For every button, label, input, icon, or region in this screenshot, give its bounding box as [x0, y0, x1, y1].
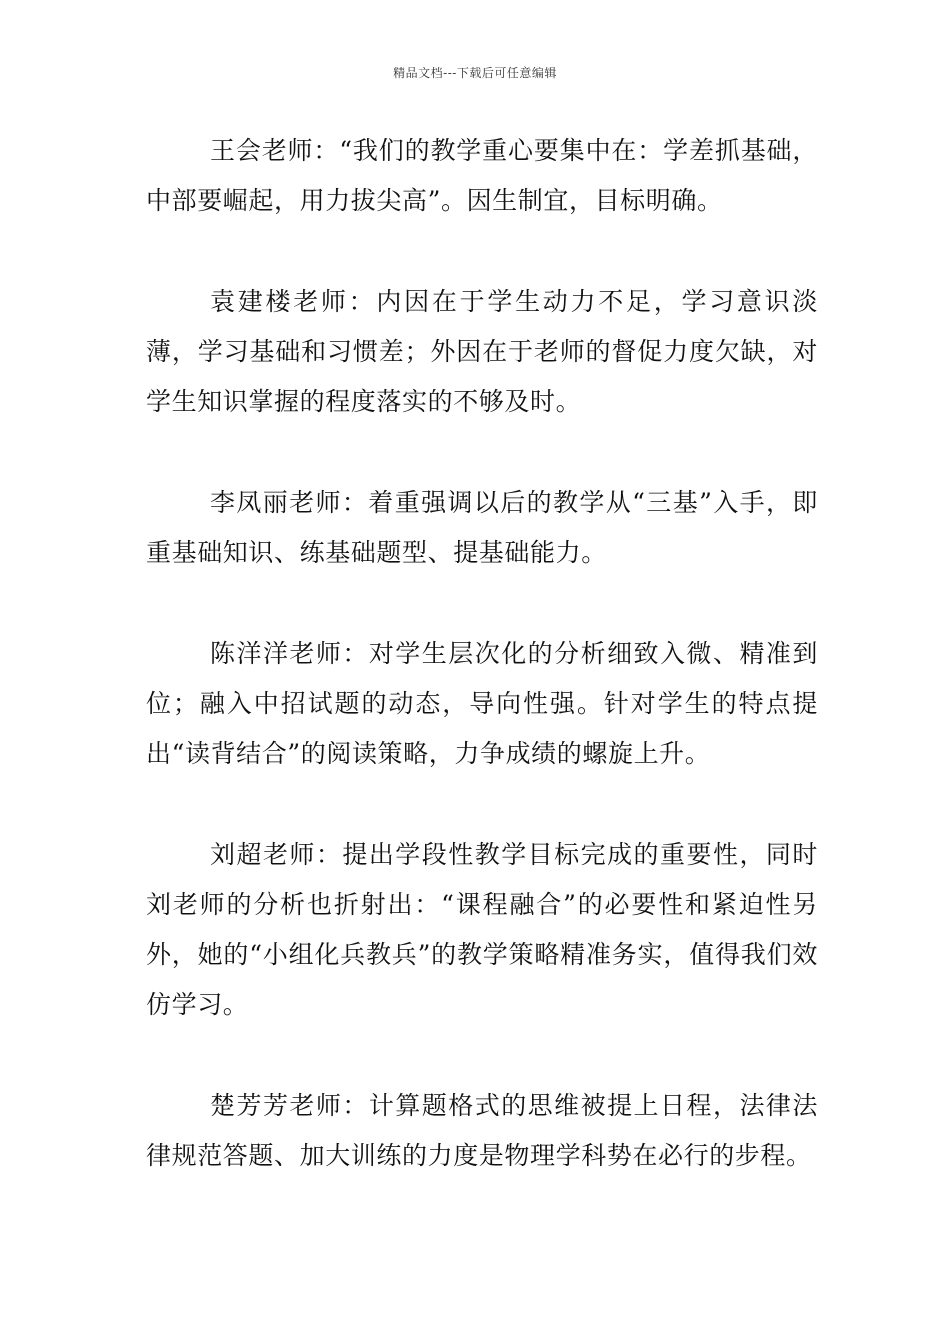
paragraph-chu-fangfang: 楚芳芳老师：计算题格式的思维被提上日程，法律法律规范答题、加大训练的力度是物理学科势在必行的步程。 — [146, 1091, 818, 1170]
paragraph-li-fengli: 李凤丽老师：着重强调以后的教学从“三基”入手，即重基础知识、练基础题型、提基础能力。 — [146, 488, 818, 567]
paragraph-wang-hui: 王会老师：“我们的教学重心要集中在：学差抓基础，中部要崛起，用力拔尖高”。因生制宜，目标明确。 — [146, 136, 818, 215]
paragraph-yuan-jianlou: 袁建楼老师：内因在于学生动力不足，学习意识淡薄，学习基础和习惯差；外因在于老师的督促力度欠缺，对学生知识掌握的程度落实的不够及时。 — [146, 287, 818, 416]
paragraph-chen-yangyang: 陈洋洋老师：对学生层次化的分析细致入微、精准到位；融入中招试题的动态，导向性强。针对学生的特点提出“读背结合”的阅读策略，力争成绩的螺旋上升。 — [146, 639, 818, 768]
paragraph-liu-chao: 刘超老师：提出学段性教学目标完成的重要性，同时刘老师的分析也折射出：“课程融合”的必要性和紧迫性另外，她的“小组化兵教兵”的教学策略精准务实，值得我们效仿学习。 — [146, 840, 818, 1019]
document-body — [146, 126, 818, 1232]
page-header: 精品文档---下载后可任意编辑 — [393, 66, 557, 80]
